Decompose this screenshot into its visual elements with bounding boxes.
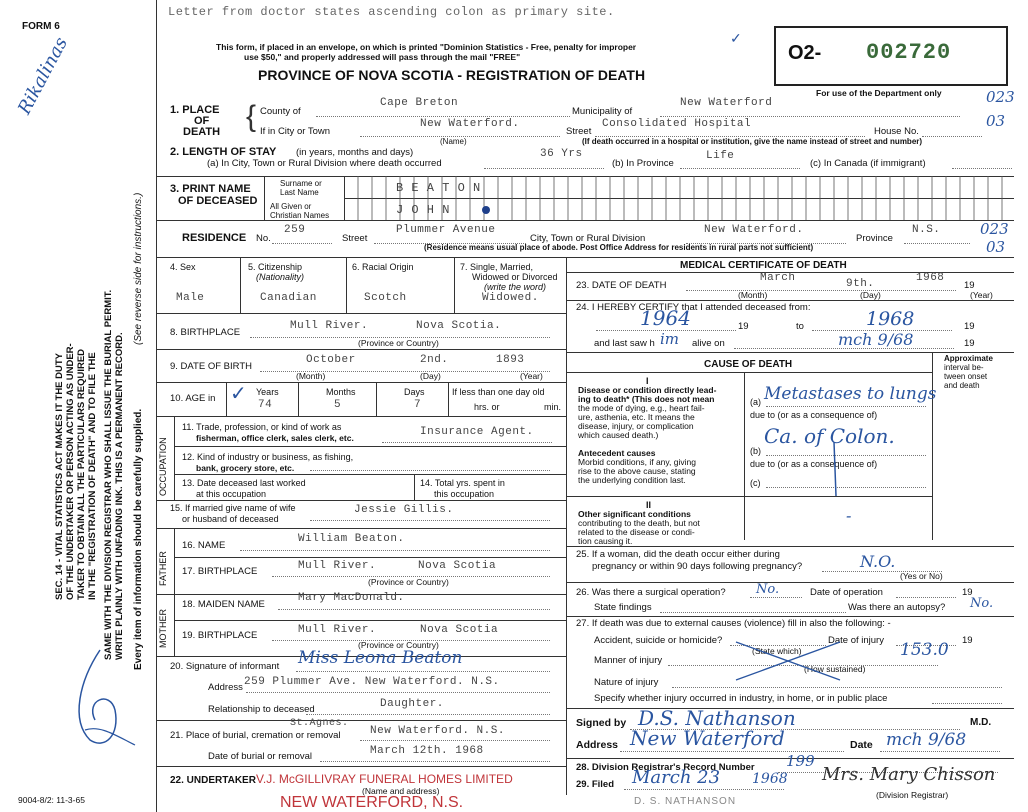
- father-birthplace-1: Mull River.: [298, 560, 377, 572]
- mother-note: (Province or Country): [358, 640, 439, 650]
- place-code-2: 03: [986, 112, 1006, 130]
- margin-signature: Rikalinas: [14, 33, 72, 118]
- father-birthplace-2: Nova Scotia: [418, 560, 497, 572]
- undertaker-label: 22. UNDERTAKER: [170, 775, 256, 786]
- spouse-label-1: 15. If married give name of wife: [170, 503, 296, 513]
- side-text-1: SEC. 14 - VITAL STATISTICS ACT MAKES IT THE DUTY: [54, 352, 65, 600]
- certify-from: 1964: [640, 306, 691, 330]
- citizenship-value: Canadian: [260, 292, 317, 304]
- place-street-value: Consolidated Hospital: [602, 118, 752, 130]
- dob-month-label: (Month): [296, 371, 326, 381]
- burial-place-2: New Waterford. N.S.: [370, 725, 505, 737]
- manner-label: Manner of injury: [594, 655, 663, 666]
- trade-label-2: fisherman, office clerk, sales clerk, etc.: [196, 433, 354, 443]
- given-label-2: Christian Names: [270, 211, 330, 220]
- side-text-6: WRITE PLAINLY WITH UNFADING INK. THIS IS A PERMANENT RECORD.: [114, 332, 125, 660]
- place-label-3: DEATH: [183, 126, 221, 138]
- last-worked-label-1: 13. Date deceased last worked: [182, 478, 306, 488]
- undertaker-stamp-2: NEW WATERFORD, N.S.: [280, 794, 464, 811]
- burial-date-label: Date of burial or removal: [208, 751, 313, 762]
- name-note: (Name): [440, 137, 467, 146]
- signed-label: Signed by: [576, 717, 627, 729]
- given-label-1: All Given or: [270, 202, 312, 211]
- father-birthplace-label: 17. BIRTHPLACE: [182, 566, 258, 577]
- last-saw-hand: im: [660, 330, 680, 348]
- residence-label: RESIDENCE: [182, 232, 247, 244]
- woman-value: N.O.: [860, 552, 896, 571]
- death-year: 1968: [916, 272, 945, 284]
- age-less-label: If less than one day old: [452, 387, 545, 397]
- woman-label-1: 25. If a woman, did the death occur either during: [576, 549, 780, 560]
- informant-sig-label: 20. Signature of informant: [170, 661, 280, 672]
- stay-b-label: (b) In Province: [612, 158, 674, 169]
- residence-city-label: City, Town or Rural Division: [530, 233, 646, 244]
- operation-date-label: Date of operation: [810, 587, 883, 598]
- occupation-side-label: OCCUPATION: [158, 437, 168, 496]
- injury-date-label: Date of injury: [828, 635, 884, 646]
- mother-birthplace-label: 19. BIRTHPLACE: [182, 630, 258, 641]
- how-sustained: (How sustained): [804, 664, 866, 674]
- record-value: 199: [786, 752, 815, 770]
- antecedent-label-1: Antecedent causes: [578, 448, 656, 458]
- surgical-label: 26. Was there a surgical operation?: [576, 587, 726, 598]
- residence-code-2: 03: [986, 238, 1006, 256]
- disease-label-2: ing to death* (This does not mean: [578, 394, 715, 404]
- mother-birthplace-1: Mull River.: [298, 624, 377, 636]
- autopsy-label: Was there an autopsy?: [848, 602, 946, 613]
- racial-label: 6. Racial Origin: [352, 262, 414, 272]
- other-dash: -: [846, 506, 852, 525]
- informant-signature: Miss Leona Beaton: [298, 648, 463, 668]
- side-text-2: OF THE UNDERTAKER OR PERSON ACTING AS UNDER-: [65, 343, 76, 600]
- death-year-label: (Year): [970, 290, 993, 300]
- certify-label: 24. I HEREBY CERTIFY that I attended deceased from:: [576, 302, 811, 313]
- accident-label: Accident, suicide or homicide?: [594, 635, 723, 646]
- dept-use: For use of the Department only: [816, 88, 942, 98]
- registrar-note: (Division Registrar): [876, 790, 949, 800]
- other-label-2: contributing to the death, but not: [578, 518, 700, 528]
- md-label: M.D.: [970, 717, 992, 728]
- mother-maiden-value: Mary MacDonald.: [298, 592, 405, 604]
- code-153: 153.0: [900, 640, 949, 660]
- undertaker-stamp-1: V.J. McGILLIVRAY FUNERAL HOMES LIMITED: [256, 772, 513, 786]
- filed-value: March 23: [632, 767, 721, 788]
- surname-value: B E A T O N: [396, 181, 481, 195]
- age-days: 7: [414, 399, 422, 411]
- undertaker-note: (Name and address): [362, 786, 440, 796]
- envelope-note-2: use $50," and properly addressed will pass through the mail "FREE": [244, 52, 521, 62]
- burial-date-value: March 12th. 1968: [370, 745, 484, 757]
- municipality-value: New Waterford: [680, 97, 773, 109]
- disease-label-4: ure, asthenia, etc. It means the: [578, 412, 695, 422]
- filed-label: 29. Filed: [576, 779, 615, 790]
- father-side-label: FATHER: [158, 551, 168, 586]
- residence-province-label: Province: [856, 233, 893, 244]
- marital-label-1: 7. Single, Married,: [460, 262, 534, 272]
- citizenship-label: 5. Citizenship: [248, 262, 303, 272]
- reg-number: 002720: [866, 40, 952, 65]
- registrar-signature: Mrs. Mary Chisson: [822, 764, 996, 785]
- death-date-label: 23. DATE OF DEATH: [576, 280, 667, 291]
- trade-label-1: 11. Trade, profession, or kind of work as: [182, 422, 342, 432]
- county-value: Cape Breton: [380, 97, 459, 109]
- cause-a-label: (a): [750, 397, 761, 407]
- injury-year: 19: [962, 635, 973, 646]
- cause-c-label: (c): [750, 478, 761, 488]
- surname-label-2: Last Name: [280, 188, 319, 197]
- industry-label-1: 12. Kind of industry or business, as fishing,: [182, 452, 354, 462]
- marital-label-3: (write the word): [484, 282, 547, 292]
- stay-label-note: (in years, months and days): [296, 147, 414, 158]
- disease-label-6: which caused death.): [578, 430, 659, 440]
- antecedent-label-2: Morbid conditions, if any, giving: [578, 457, 696, 467]
- father-name-label: 16. NAME: [182, 540, 226, 551]
- name-label-2: OF DECEASED: [178, 195, 258, 207]
- birthplace-note: (Province or Country): [358, 338, 439, 348]
- age-days-label: Days: [404, 387, 425, 397]
- interval-label-2: interval be-: [944, 363, 984, 372]
- citizenship-note: (Nationality): [256, 272, 305, 282]
- due-to-2: due to (or as a consequence of): [750, 459, 878, 469]
- nature-label: Nature of injury: [594, 677, 659, 688]
- stay-a-label: (a) In City, Town or Rural Division where death occurred: [207, 158, 442, 169]
- operation-year: 19: [962, 587, 973, 598]
- dob-label: 9. DATE OF BIRTH: [170, 361, 252, 372]
- yes-no-label: (Yes or No): [900, 571, 943, 581]
- address-value-md: New Waterford: [630, 726, 785, 750]
- age-label: 10. AGE in: [170, 393, 216, 404]
- total-label-2: this occupation: [434, 489, 495, 499]
- filed-year: 1968: [752, 771, 788, 787]
- spouse-value: Jessie Gillis.: [354, 504, 454, 516]
- state-which: (State which): [752, 646, 802, 656]
- side-text-5: SAME WITH THE DIVISION REGISTRAR WHO SHALL ISSUE THE BURIAL PERMIT.: [103, 289, 114, 660]
- spouse-label-2: or husband of deceased: [182, 514, 279, 524]
- registration-box: [774, 26, 1008, 86]
- external-label: 27. If death was due to external causes (violence) fill in also the following: -: [576, 618, 891, 629]
- birthplace-value-2: Nova Scotia.: [416, 320, 502, 332]
- address-label-md: Address: [576, 739, 619, 751]
- dob-year: 1893: [496, 354, 525, 366]
- disease-label-1: Disease or condition directly lead-: [578, 385, 717, 395]
- dob-year-label: (Year): [520, 371, 543, 381]
- certify-to-label: to: [796, 321, 804, 332]
- record-label: 28. Division Registrar's Record Number: [576, 762, 755, 773]
- residence-street-label: Street: [342, 233, 368, 244]
- stay-label: 2. LENGTH OF STAY: [170, 146, 277, 158]
- signed-value: D.S. Nathanson: [638, 706, 796, 730]
- death-month: March: [760, 272, 796, 284]
- house-label: House No.: [874, 126, 919, 137]
- woman-label-2: pregnancy or within 90 days following pregnancy?: [592, 561, 803, 572]
- city-label: If in City or Town: [260, 126, 331, 137]
- form-number: FORM 6: [22, 21, 60, 32]
- other-label-3: related to the disease or condi-: [578, 527, 695, 537]
- marital-value: Widowed.: [482, 292, 539, 304]
- total-label-1: 14. Total yrs. spent in: [420, 478, 505, 488]
- surgical-value: No.: [756, 582, 780, 597]
- date-label-md: Date: [850, 739, 873, 751]
- residence-street-value: Plummer Avenue: [396, 224, 496, 236]
- top-note: Letter from doctor states ascending colon as primary site.: [168, 5, 615, 19]
- death-day-label: (Day): [860, 290, 881, 300]
- medical-header: MEDICAL CERTIFICATE OF DEATH: [680, 260, 847, 271]
- antecedent-label-4: the underlying condition last.: [578, 475, 686, 485]
- date-value-md: mch 9/68: [886, 730, 967, 750]
- autopsy-value: No.: [970, 596, 994, 611]
- municipality-label: Municipality of: [572, 106, 633, 117]
- residence-province-value: N.S.: [912, 224, 941, 236]
- cause-b-label: (b): [750, 446, 761, 456]
- given-value: J O H N: [396, 203, 450, 217]
- birthplace-value-1: Mull River.: [290, 320, 369, 332]
- interval-label-4: and death: [944, 381, 980, 390]
- place-label-1: 1. PLACE: [170, 104, 220, 116]
- reg-prefix: O2-: [788, 42, 822, 64]
- place-label-2: OF: [194, 115, 210, 127]
- industry-label-2: bank, grocery store, etc.: [196, 463, 295, 473]
- age-min-label: min.: [544, 402, 562, 412]
- dob-month: October: [306, 354, 356, 366]
- specify-label: Specify whether injury occurred in industry, in home, or in public place: [594, 693, 888, 704]
- age-months-label: Months: [326, 387, 356, 397]
- cause-b-stroke: [814, 440, 854, 500]
- due-to-1: due to (or as a consequence of): [750, 410, 878, 420]
- racial-value: Scotch: [364, 292, 407, 304]
- cause-b-value: Ca. of Colon.: [764, 424, 895, 448]
- father-note: (Province or Country): [368, 577, 449, 587]
- cause-a-value: Metastases to lungs: [764, 384, 937, 404]
- name-label-1: 3. PRINT NAME: [170, 183, 251, 195]
- form-code: 9004-8/2: 11-3-65: [18, 795, 85, 805]
- residence-code: 023: [980, 220, 1009, 238]
- interval-label-3: tween onset: [944, 372, 988, 381]
- disease-label-3: the mode of dying, e.g., heart fail-: [578, 403, 705, 413]
- last-worked-label-2: at this occupation: [196, 489, 267, 499]
- place-code-1: 023: [986, 88, 1015, 106]
- death-day: 9th.: [846, 278, 875, 290]
- side-text-8: (See reverse side for instructions.): [133, 192, 144, 345]
- burial-place-1: St.Agnes.: [290, 718, 349, 729]
- death-month-label: (Month): [738, 290, 768, 300]
- last-saw-19: 19: [964, 338, 975, 349]
- age-hrs-label: hrs. or: [474, 402, 500, 412]
- age-years: 74: [258, 399, 273, 411]
- other-label-1: Other significant conditions: [578, 509, 691, 519]
- hospital-note: (If death occurred in a hospital or institution, give the name instead of street and number): [582, 137, 923, 146]
- residence-no-label: No.: [256, 233, 271, 244]
- death-year-suffix: 19: [964, 280, 975, 291]
- form-title: PROVINCE OF NOVA SCOTIA - REGISTRATION OF DEATH: [258, 67, 646, 83]
- stay-b-value: Life: [706, 150, 735, 162]
- burial-place-label: 21. Place of burial, cremation or removal: [170, 730, 341, 741]
- antecedent-label-3: rise to the above cause, stating: [578, 466, 696, 476]
- mother-birthplace-2: Nova Scotia: [420, 624, 499, 636]
- last-saw-date: mch 9/68: [838, 330, 914, 349]
- trade-value: Insurance Agent.: [420, 426, 534, 438]
- stay-a-value: 36 Yrs: [540, 148, 583, 160]
- cause-header: CAUSE OF DEATH: [704, 359, 793, 370]
- disease-label-5: disease, injury, or complication: [578, 421, 694, 431]
- certify-to: 1968: [866, 308, 915, 330]
- dob-day-label: (Day): [420, 371, 441, 381]
- mother-maiden-label: 18. MAIDEN NAME: [182, 599, 265, 610]
- other-label-4: tion causing it.: [578, 536, 633, 546]
- sex-value: Male: [176, 292, 205, 304]
- informant-address-value: 259 Plummer Ave. New Waterford. N.S.: [244, 676, 500, 688]
- check-mark: ✓: [730, 30, 742, 46]
- birthplace-label: 8. BIRTHPLACE: [170, 327, 241, 338]
- county-label: County of: [260, 106, 301, 117]
- relationship-value: Daughter.: [380, 698, 444, 710]
- findings-label: State findings: [594, 602, 652, 613]
- section-i: I: [646, 376, 649, 386]
- certify-to-19: 19: [964, 321, 975, 332]
- residence-no-value: 259: [284, 224, 306, 236]
- age-years-label: Years: [256, 387, 279, 397]
- side-text-4: IN THE "REGISTRATION OF DEATH" AND TO FILE THE: [87, 352, 98, 600]
- stay-c-label: (c) In Canada (if immigrant): [810, 158, 926, 169]
- informant-address-label: Address: [208, 682, 243, 693]
- street-label: Street: [566, 126, 592, 137]
- sex-label: 4. Sex: [170, 262, 196, 272]
- relationship-label: Relationship to deceased: [208, 704, 315, 715]
- age-months: 5: [334, 399, 342, 411]
- surname-label-1: Surname or: [280, 179, 322, 188]
- alive-label: alive on: [692, 338, 725, 349]
- ink-blot: [482, 206, 490, 214]
- marital-label-2: Widowed or Divorced: [472, 272, 558, 282]
- external-cross: [730, 636, 850, 686]
- doctor-stamp: D. S. NATHANSON: [634, 796, 737, 807]
- section-ii: II: [646, 500, 652, 510]
- side-text-7: Every item of information should be carefully supplied.: [133, 408, 144, 670]
- mother-side-label: MOTHER: [158, 609, 168, 648]
- dob-day: 2nd.: [420, 354, 449, 366]
- residence-note: (Residence means usual place of abode. Post Office Address for residents in rural parts not sufficient): [424, 243, 814, 252]
- certify-from-19: 19: [738, 321, 749, 332]
- residence-city-value: New Waterford.: [704, 224, 804, 236]
- city-value: New Waterford.: [420, 118, 520, 130]
- side-text-3: TAKER TO OBTAIN ALL THE PARTICULARS REQUIRED: [76, 348, 87, 600]
- father-name-value: William Beaton.: [298, 533, 405, 545]
- margin-scribble: [60, 640, 150, 760]
- last-saw-label: and last saw h: [594, 338, 655, 349]
- interval-label-1: Approximate: [944, 354, 993, 363]
- age-check: ✓: [230, 383, 247, 405]
- envelope-note-1: This form, if placed in an envelope, on which is printed "Dominion Statistics - Free, penalty for improper: [216, 42, 637, 52]
